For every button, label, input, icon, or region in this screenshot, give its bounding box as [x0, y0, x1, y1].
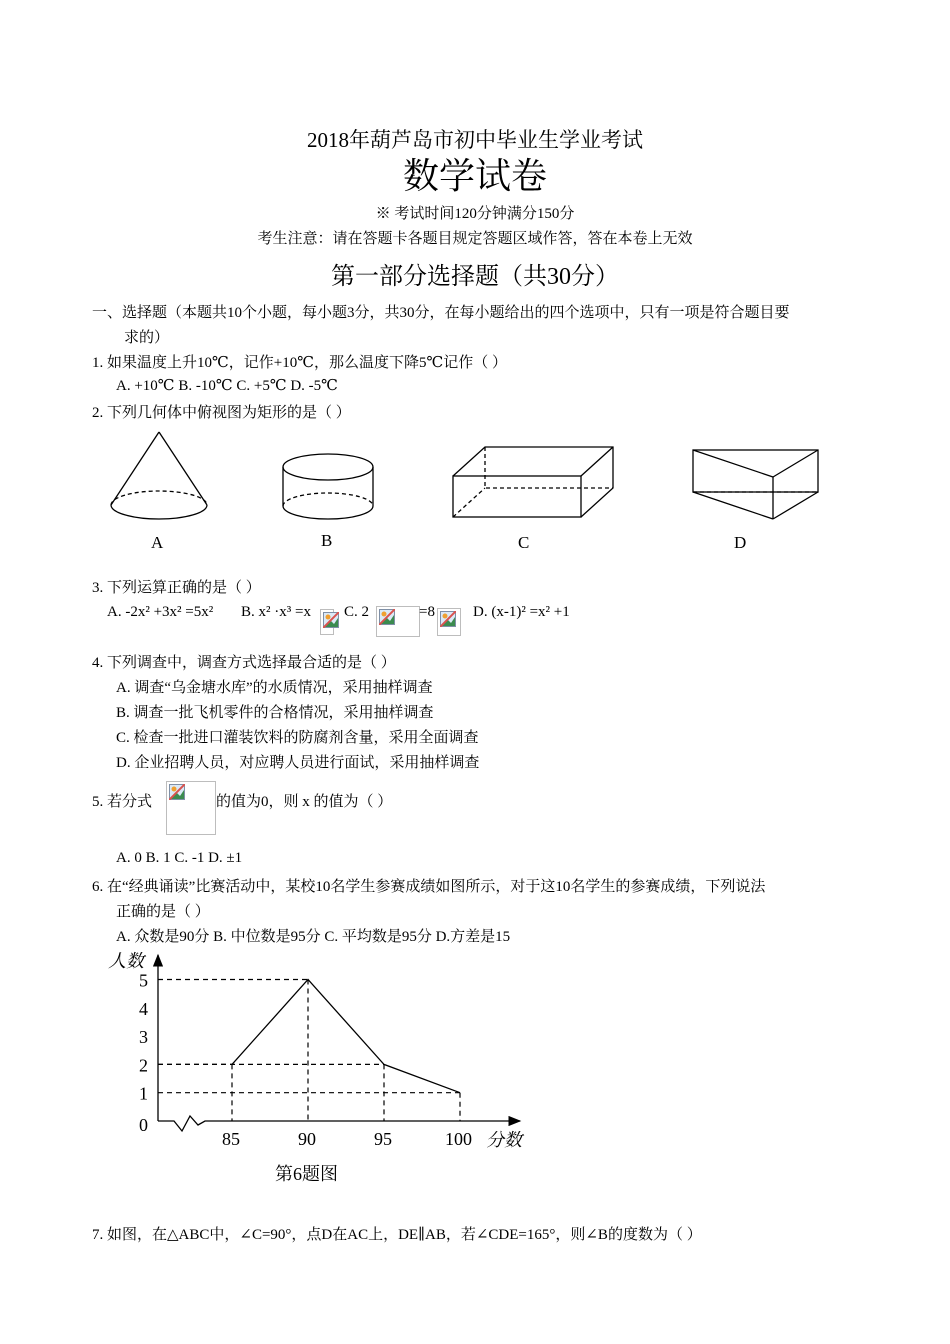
chart-caption: 第6题图	[275, 1164, 338, 1184]
y-tick-label: 2	[139, 1055, 148, 1076]
q4-stem: 4. 下列调查中，调查方式选择最合适的是（ ）	[92, 655, 396, 671]
q1-stem: 1. 如果温度上升10℃，记作+10℃，那么温度下降5℃记作（ ）	[92, 355, 508, 371]
y-tick-label: 0	[139, 1115, 148, 1135]
chart-tick-labels	[139, 971, 472, 1150]
broken-image-icon	[440, 611, 456, 627]
x-tick-label: 90	[298, 1129, 316, 1149]
q6-line-chart	[100, 945, 540, 1190]
y-tick-label: 3	[139, 1027, 148, 1048]
cone-shape	[111, 432, 207, 519]
q6-options: A. 众数是90分 B. 中位数是95分 C. 平均数是95分 D.方差是15	[116, 929, 511, 945]
q4-option-d: D. 企业招聘人员，对应聘人员进行面试，采用抽样调查	[116, 755, 480, 771]
q3-c-formula-image	[376, 606, 420, 637]
q3-option-b: B. x² ·x³ =x	[241, 604, 311, 620]
y-tick-label: 5	[139, 970, 148, 991]
q2-label-a: A	[151, 533, 164, 552]
x-tick-label: 95	[374, 1129, 392, 1149]
x-tick-label: 85	[222, 1129, 240, 1149]
q4-option-c: C. 检查一批进口灌装饮料的防腐剂含量，采用全面调查	[116, 730, 479, 746]
y-axis-label: 人数	[108, 951, 144, 971]
prism-shape	[693, 450, 818, 519]
broken-image-icon	[323, 612, 339, 628]
q7-stem: 7. 如图，在△ABC中，∠C=90°，点D在AC上，DE∥AB，若∠CDE=165°，则∠B的度数为（ ）	[92, 1227, 702, 1243]
q6-stem: 6. 在“经典诵读”比赛活动中，某校10名学生参赛成绩如图所示，对于这10名学生的参赛成绩，下列说法	[92, 879, 766, 895]
q5-options: A. 0 B. 1 C. -1 D. ±1	[116, 850, 243, 866]
broken-image-icon	[379, 609, 395, 625]
q3-option-a: A. -2x² +3x² =5x²	[107, 604, 214, 620]
exam-title: 2018年葫芦岛市初中毕业生学业考试	[307, 128, 643, 152]
q3-option-d: D. (x-1)² =x² +1	[473, 604, 570, 620]
notice: 考生注意：请在答题卡各题目规定答题区域作答，答在本卷上无效	[257, 231, 693, 247]
q2-stem: 2. 下列几何体中俯视图为矩形的是（ ）	[92, 405, 351, 421]
q2-label-c: C	[518, 533, 530, 552]
q2-label-d: D	[734, 533, 747, 552]
cuboid-shape	[453, 447, 613, 517]
q2-label-b: B	[321, 531, 333, 550]
q3-option-c-value: =8	[419, 604, 435, 620]
time-note: ※ 考试时间120分钟满分150分	[375, 206, 575, 222]
series-line	[232, 980, 460, 1093]
q5-stem: 5. 若分式	[92, 794, 153, 810]
q3-c-formula-image-2	[437, 608, 461, 636]
q5-fraction-image	[166, 781, 216, 835]
q6-stem-cont: 正确的是（ ）	[116, 904, 210, 920]
cylinder-shape	[283, 454, 373, 519]
q2-solids-figure	[95, 425, 875, 560]
q3-b-formula-image	[320, 609, 334, 635]
y-tick-label: 4	[139, 998, 148, 1019]
x-tick-label: 100	[445, 1129, 472, 1149]
q4-option-b: B. 调查一批飞机零件的合格情况，采用抽样调查	[116, 705, 434, 721]
section-intro: 一、选择题（本题共10个小题，每小题3分，共30分，在每小题给出的四个选项中，只有一项是符合题目要	[92, 305, 790, 321]
q4-option-a: A. 调查“乌金塘水库”的水质情况，采用抽样调查	[116, 680, 433, 696]
x-axis-label: 分数	[486, 1130, 522, 1150]
chart-guide-lines	[158, 980, 460, 1122]
q3-option-c: C. 2	[344, 604, 370, 620]
y-tick-label: 1	[139, 1083, 148, 1104]
q1-options: A. +10℃ B. -10℃ C. +5℃ D. -5℃	[116, 378, 338, 394]
q5-stem-cont: 的值为0，则 x 的值为（ ）	[216, 794, 393, 810]
chart-axes	[158, 955, 520, 1131]
subject-title: 数学试卷	[402, 156, 547, 196]
q3-stem: 3. 下列运算正确的是（ ）	[92, 580, 261, 596]
part-title: 第一部分选择题（共30分）	[331, 264, 619, 290]
broken-image-icon	[169, 784, 185, 800]
section-intro-cont: 求的）	[124, 330, 170, 346]
